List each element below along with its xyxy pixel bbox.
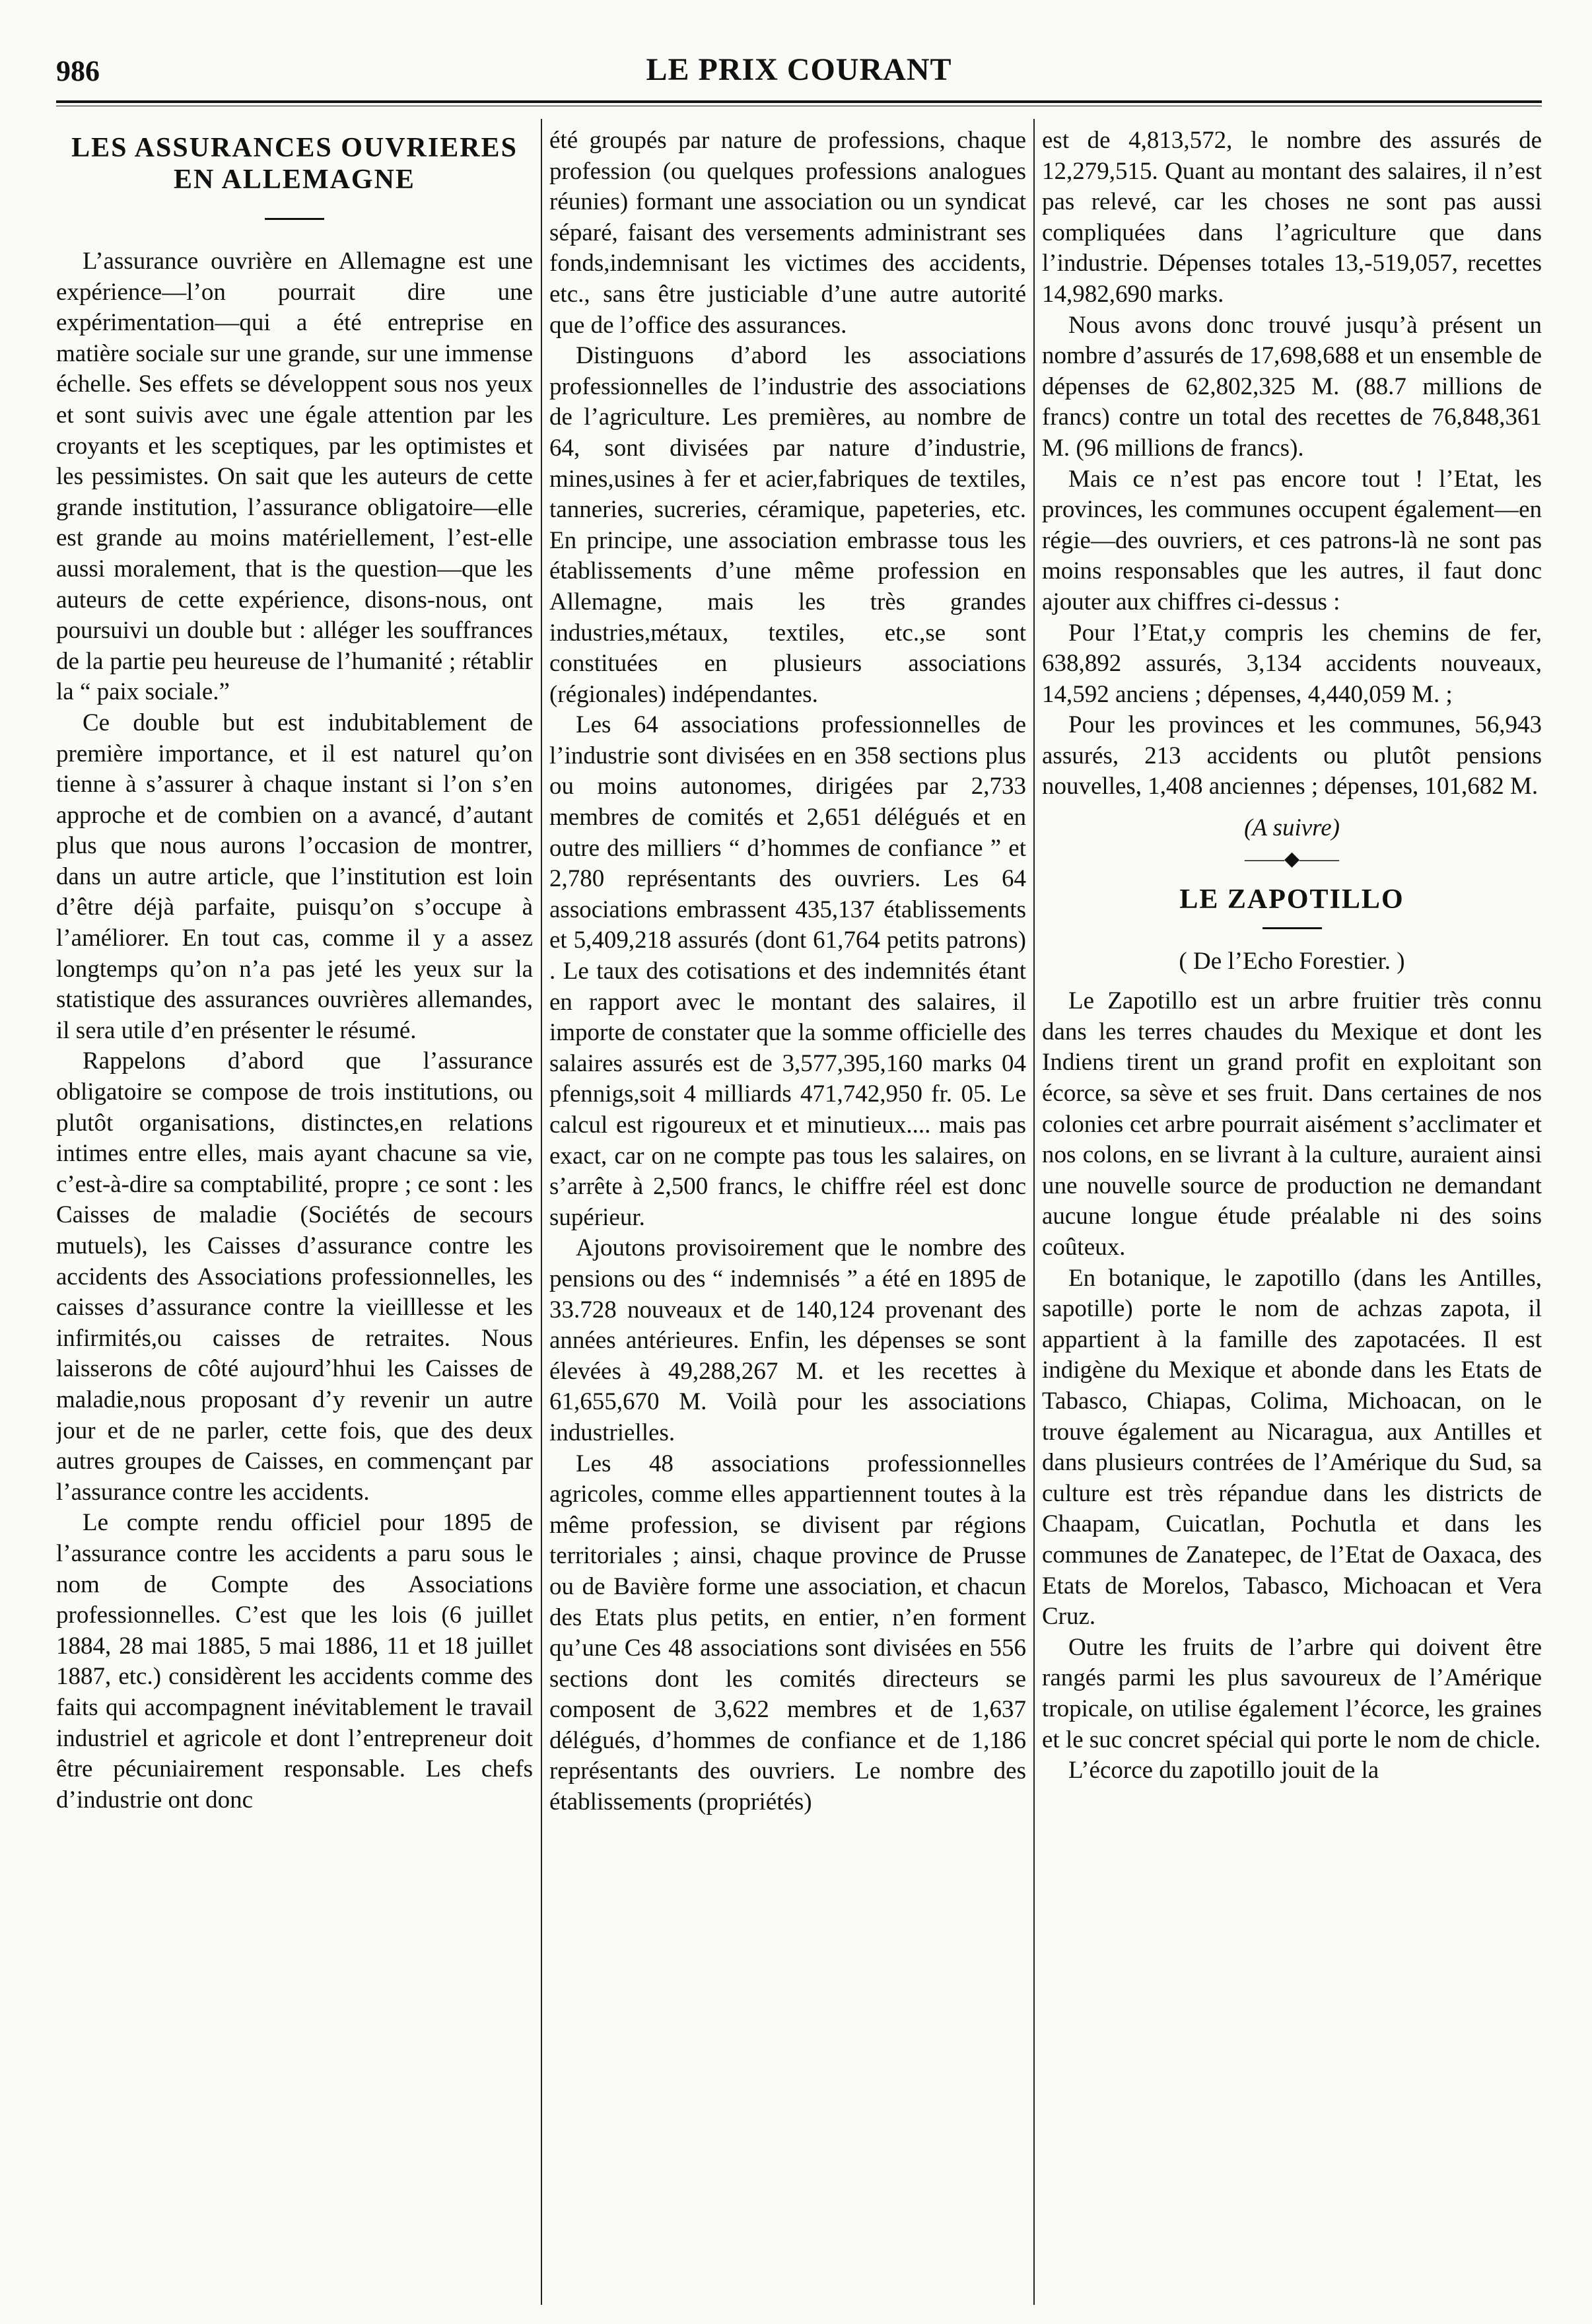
column-2 <box>549 125 1026 2305</box>
paragraph: Le compte rendu officiel pour 1895 de l’assurance contre les accidents a paru sous le nom de Compte des Associations professionnelles. C’est que les lois (6 juillet 1884, 28 mai 1885, 5 mai 1886, 11 et 18 juillet 1887, etc.) considèrent les accidents comme des faits qui accompagnent inévitablement le travail industriel et agricole et dont l’entrepreneur doit être pécuniairement responsable. Les chefs d’industrie ont donc <box>56 1509 533 1813</box>
title-rule <box>265 218 324 220</box>
ornament-divider: ——◆—— <box>1244 847 1340 870</box>
paragraph: L’écorce du zapotillo jouit de la <box>1068 1757 1379 1784</box>
paragraph: Pour les provinces et les communes, 56,943 assurés, 213 accidents ou plutôt pensions nouvelles, 1,408 anciennes ; dépenses, 101,682 M. <box>1042 711 1542 800</box>
article-title-line: EN ALLEMAGNE <box>174 164 415 195</box>
paragraph: Rappelons d’abord que l’assurance obligatoire se compose de trois institutions, ou plutôt organisations, distinctes,en relations intimes entre elles, mais ayant chacune sa vie, c’est-à-dire sa comptabilité, propre ; ce sont : les Caisses de maladie (Sociétés de secours mutuels), les Caisses d’assurance contre les accidents des Associations professionnelles, les caisses d’assurance contre la vieilllesse et les infirmités,ou caisses de retraites. Nous laisserons de côté aujourd’hhui les Caisses de maladie,nous proposant d’y revenir un autre jour et de ne parler, cette fois, que des deux autres groupes de Caisses, en commençant par l’assurance contre les accidents. <box>56 1047 533 1506</box>
journal-title: LE PRIX COURANT <box>646 52 952 87</box>
article-title: LE ZAPOTILLO <box>1179 884 1404 915</box>
column-1 <box>56 125 533 2305</box>
paragraph: est de 4,813,572, le nombre des assurés de 12,279,515. Quant au montant des salaires, il n’est pas relevé, car les choses ne sont pas aussi compliquées dans l’agriculture que dans l’industrie. Dépenses totales 13,-519,057, recettes 14,982,690 marks. <box>1042 127 1542 308</box>
to-be-continued: (A suivre) <box>1244 814 1340 842</box>
paragraph: Ce double but est indubitablement de première importance, et il est naturel qu’on tienne à s’assurer à chaque instant si l’on s’en approche et de combien on a avancé, d’autant plus que nous aurons l’occasion de montrer, dans un autre article, que l’institution est loin d’être déjà parfaite, puisqu’on s’occupe à l’améliorer. En tout cas, comme il y a assez longtemps qu’on n’a pas jeté les yeux sur la statistique des assurances ouvrières allemandes, il sera utile d’en présenter le résumé. <box>56 709 533 1044</box>
paragraph: Nous avons donc trouvé jusqu’à présent un nombre d’assurés de 17,698,688 et un ensemble de dépenses de 62,802,325 M. (88.7 millions de francs) contre un total des recettes de 76,848,361 M. (96 millions de francs). <box>1042 311 1542 462</box>
article-title <box>56 132 533 195</box>
paragraph: Les 48 associations professionnelles agricoles, comme elles appartiennent toutes à la même profession, se divisent par régions territoriales ; ainsi, chaque province de Prusse ou de Bavière forme une association, et chacun des Etats plus petits, en entier, n’en forment qu’une Ces 48 associations sont divisées en 556 sections dont les comités directeurs se composent de 3,622 membres et de 1,637 délégués, d’hommes de confiance et de 1,186 représentants des ouvriers. Le nombre des établissements (propriétés) <box>549 1450 1026 1816</box>
header-rule <box>56 100 1542 103</box>
column-3 <box>1042 125 1542 2305</box>
paragraph: Le Zapotillo est un arbre fruitier très connu dans les terres chaudes du Mexique et dont les Indiens tirent un grand profit en exploitant son écorce, sa sève et ses fruit. Dans certaines de nos colonies cet arbre pourrait aisément s’acclimater et nos colons, en se livrant à la culture, auraient ainsi une nouvelle source de production ne demandant aucune longue étude préalable ni des soins coûteux. <box>1042 987 1542 1261</box>
paragraph: L’assurance ouvrière en Allemagne est une expérience—l’on pourrait dire une expérimentation—qui a été entreprise en matière sociale sur une grande, sur une immense échelle. Ses effets se développent sous nos yeux et sont suivis avec une égale attention par les croyants et les sceptiques, par les optimistes et les pessimistes. On sait que les auteurs de cette grande institution, l’assurance obligatoire—elle est grande au moins matériellement, l’est-elle aussi moralement, that is the question—que les auteurs de cette expérience, disons-nous, ont poursuivi un double but : alléger les souffrances de la partie peu heureuse de l’humanité ; rétablir la “ paix sociale.” <box>56 248 533 706</box>
paragraph: Les 64 associations professionnelles de l’industrie sont divisées en en 358 sections plus ou moins autonomes, dirigées par 2,733 membres de comités et 2,651 délégués et en outre des milliers “ d’hommes de confiance ” et 2,780 représentants des ouvriers. Les 64 associations embrassent 435,137 établissements et 5,409,218 assurés (dont 61,764 petits patrons) . Le taux des cotisations et des indemnités étant en rapport avec le montant des salaires, il importe de constater que la somme officielle des salaires assurés est de 3,577,395,160 marks 04 pfennigs,soit 4 milliards 471,742,950 fr. 05. Le calcul est rigoureux et et minutieux.... mais pas exact, car on ne compte pas tous les salaires, on s’arrête à 2,500 francs, le chiffre réel est donc supérieur. <box>549 711 1026 1231</box>
paragraph: Ajoutons provisoirement que le nombre des pensions ou des “ indemnisés ” a été en 1895 de 33.728 nouveaux et de 140,124 provenant des années antérieures. Enfin, les dépenses se sont élevées à 49,288,267 M. et les recettes à 61,655,670 M. Voilà pour les associations industrielles. <box>549 1234 1026 1446</box>
title-rule <box>1263 927 1322 929</box>
paragraph: Mais ce n’est pas encore tout ! l’Etat, les provinces, les communes occupent également—en régie—des ouvriers, et ces patrons-là ne sont pas moins responsables que les autres, il faut donc ajouter aux chiffres ci-dessus : <box>1042 465 1542 616</box>
paragraph: En botanique, le zapotillo (dans les Antilles, sapotille) porte le nom de achzas zapota, il appartient à la famille des zapotacées. Il est indigène du Mexique et abonde dans les Etats de Tabasco, Chiapas, Colima, Michoacan, on le trouve également au Nicaragua, aux Antilles et dans plusieurs contrées de l’Amérique du Sud, sa culture est très répandue dans les districts de Chaapam, Cuicatlan, Pochutla et dans les communes de Zanatepec, de l’Etat de Oaxaca, des Etats de Morelos, Tabasco, Michoacan et Vera Cruz. <box>1042 1264 1542 1631</box>
page-header <box>56 48 1542 94</box>
page-number: 986 <box>56 55 100 87</box>
column-divider <box>541 119 542 2305</box>
paragraph: Pour l’Etat,y compris les chemins de fer, 638,892 assurés, 3,134 accidents nouveaux, 14,592 anciens ; dépenses, 4,440,059 M. ; <box>1042 619 1542 708</box>
column-divider <box>1033 119 1035 2305</box>
article-title-line: LES ASSURANCES OUVRIERES <box>71 133 518 163</box>
paragraph: Outre les fruits de l’arbre qui doivent être rangés parmi les plus savoureux de l’Amérique tropicale, on utilise également l’écorce, les graines et le suc concret spécial qui porte le nom de chicle. <box>1042 1633 1542 1753</box>
paragraph: Distinguons d’abord les associations professionnelles de l’industrie des associations de l’agriculture. Les premières, au nombre de 64, sont divisées par nature d’industrie, mines,usines à fer et acier,fabriques de textiles, tanneries, sucreries, céramique, papeteries, etc. En principe, une association embrasse tous les établissements d’une même profession en Allemagne, mais les très grandes industries,métaux, textiles, etc.,se sont constituées en plusieurs associations (régionales) indépendantes. <box>549 342 1026 708</box>
attribution: ( De l’Echo Forestier. ) <box>1179 947 1405 975</box>
paragraph: été groupés par nature de professions, chaque profession (ou quelques professions analogues réunies) formant une association ou un syndicat séparé, faisant des versements administrant ses fonds,indemnisant les victimes des accidents, etc., sans être justiciable d’une autre autorité que de l’office des assurances. <box>549 127 1026 339</box>
